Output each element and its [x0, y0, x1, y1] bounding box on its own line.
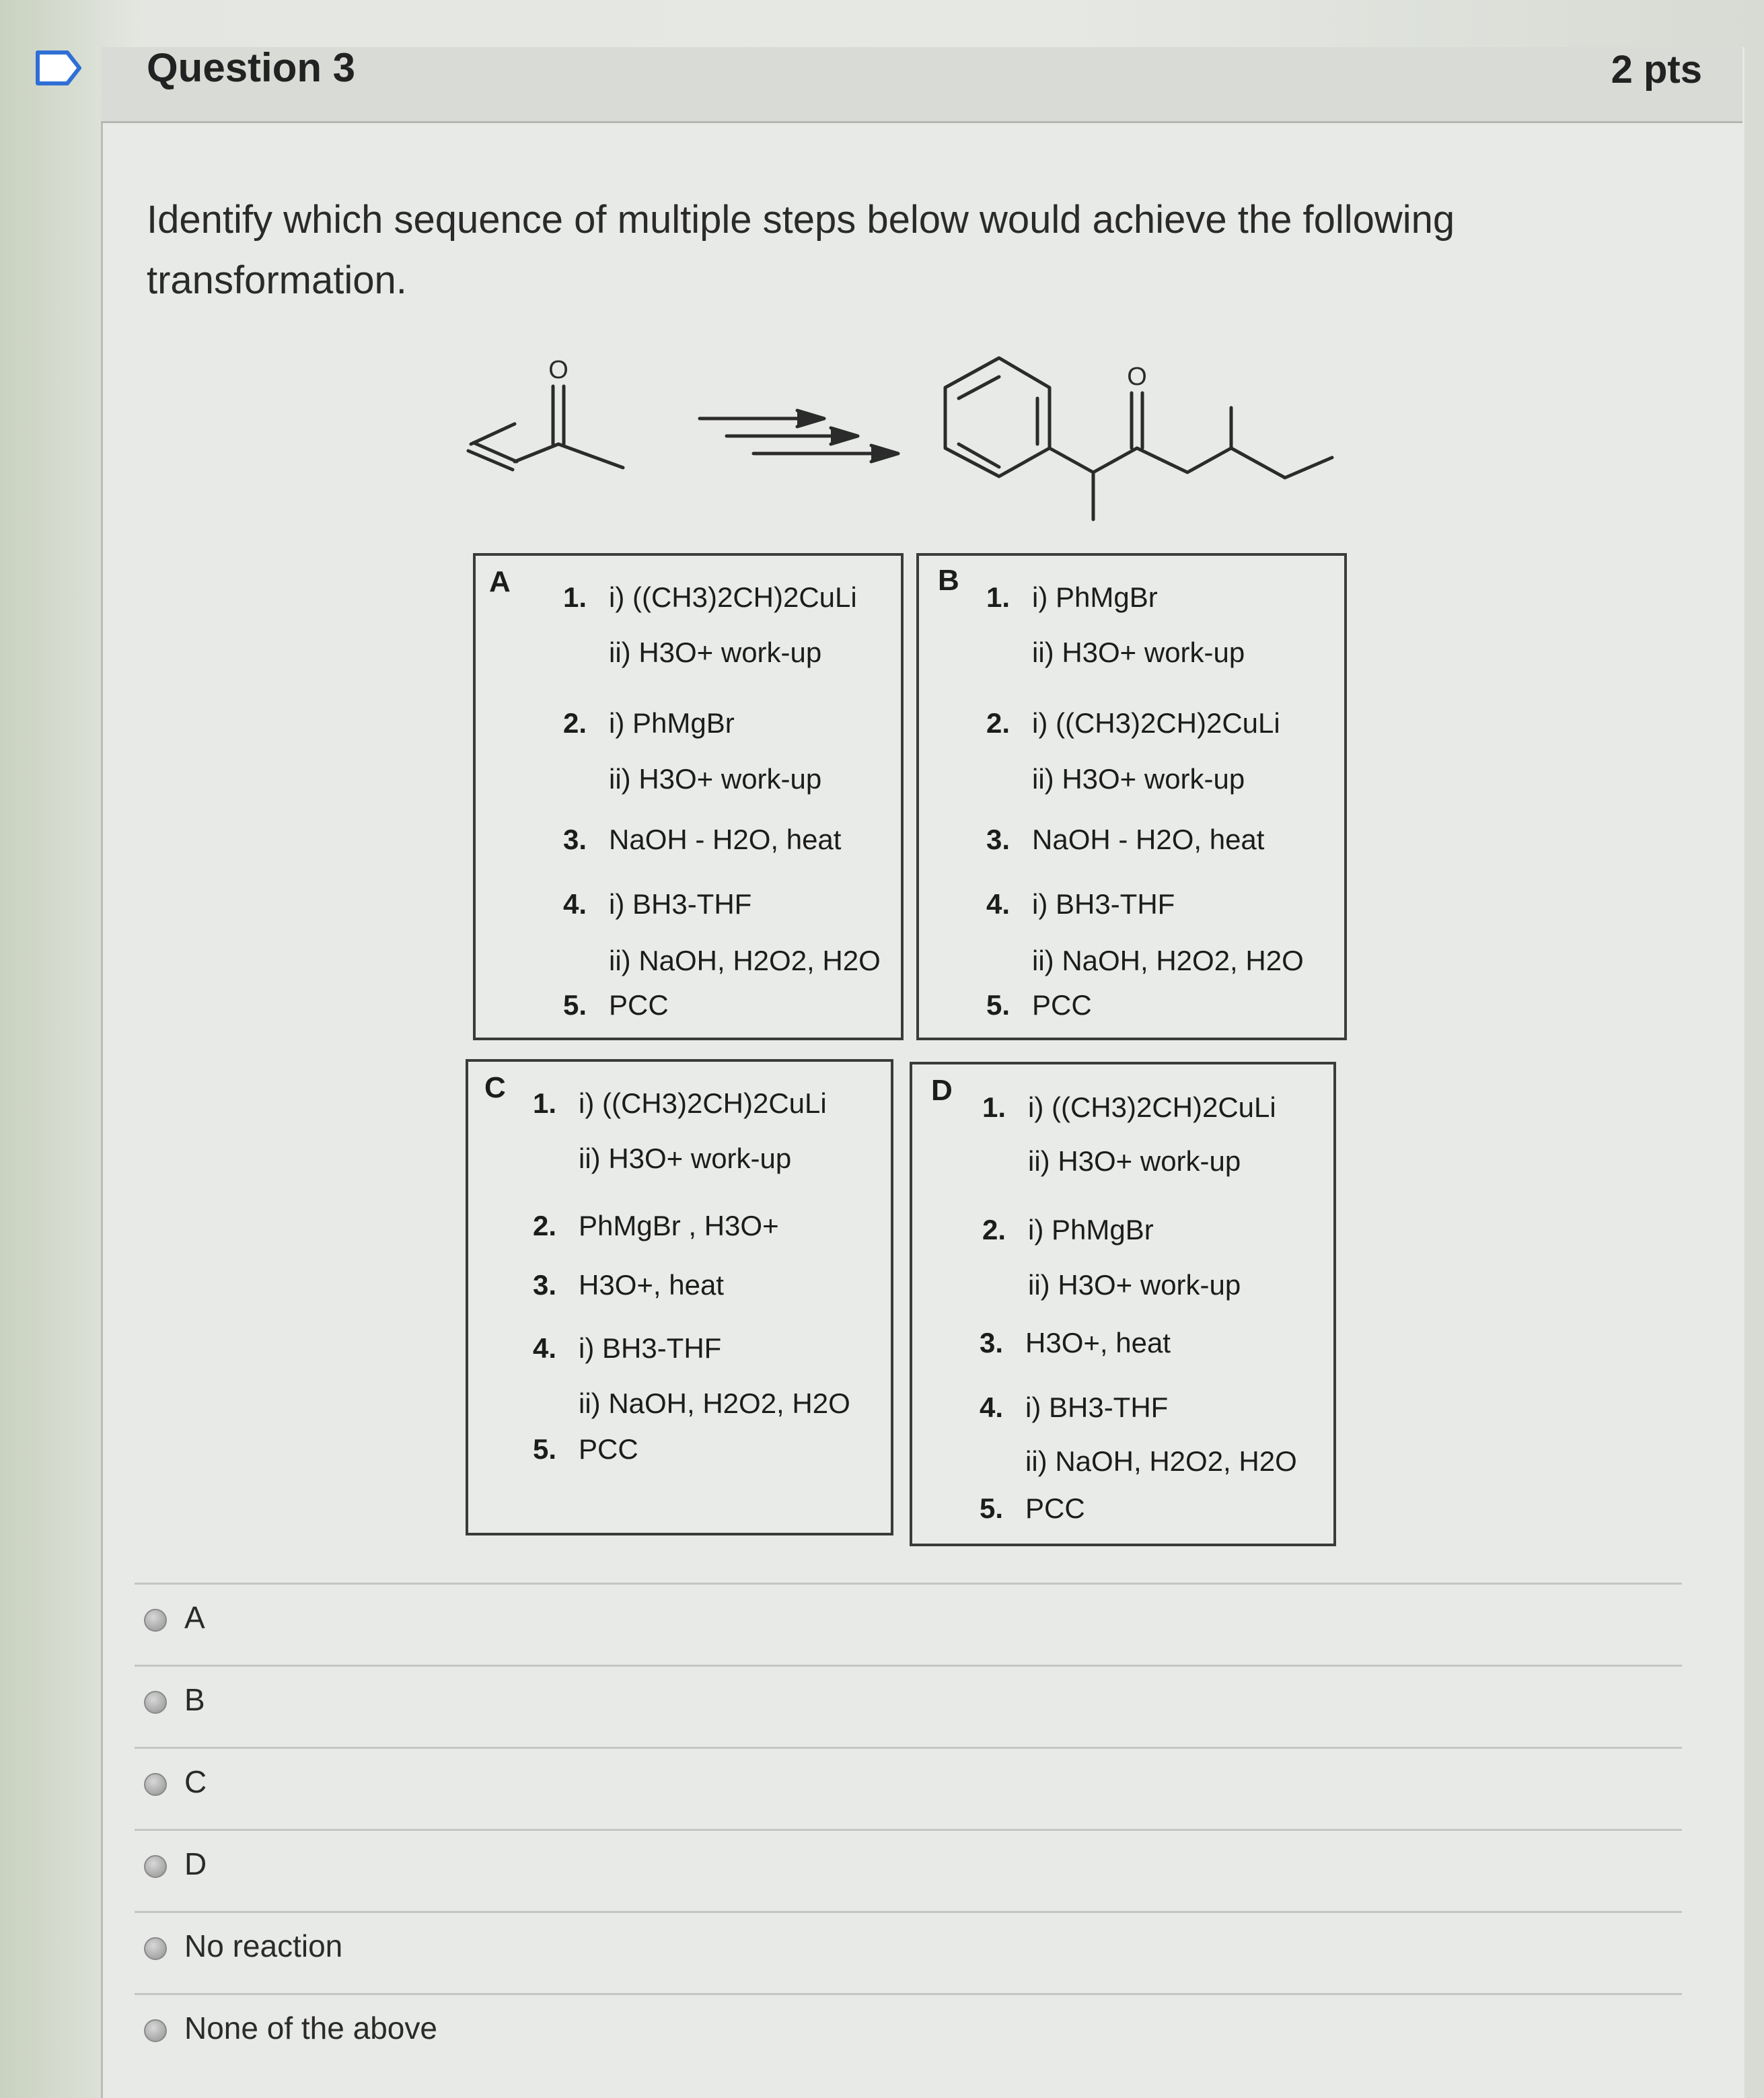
option-c-step-1: 1. i) ((CH3)2CH)2CuLi [533, 1087, 827, 1119]
option-b-step-4: 4. i) BH3-THF [986, 888, 1175, 920]
option-d-step-2-sub: ii) H3O+ work-up [1028, 1269, 1241, 1301]
question-prompt: Identify which sequence of multiple steps below would achieve the following transformation. [147, 198, 1455, 302]
option-b-step-5: 5. PCC [986, 989, 1092, 1021]
option-a-step-4: 4. i) BH3-THF [563, 888, 752, 920]
option-b-step-1-sub: ii) H3O+ work-up [1032, 637, 1245, 668]
reactant-double-bond-a [468, 451, 513, 470]
answer-label[interactable]: No reaction [184, 1928, 343, 1963]
radio-unselected-icon[interactable] [144, 1937, 167, 1960]
option-d-step-3: 3. H3O+, heat [980, 1327, 1171, 1359]
option-a-step-3: 3. NaOH - H2O, heat [563, 824, 842, 855]
option-d-label: D [931, 1074, 953, 1107]
option-a-step-2-sub: ii) H3O+ work-up [609, 763, 822, 795]
option-d-step-4-sub: ii) NaOH, H2O2, H2O [1025, 1445, 1297, 1477]
answer-label[interactable]: D [184, 1846, 207, 1881]
product-oxygen-label: O [1127, 363, 1147, 391]
option-b-step-2-sub: ii) H3O+ work-up [1032, 763, 1245, 795]
option-c-step-3: 3. H3O+, heat [533, 1269, 724, 1301]
option-a-box [473, 553, 904, 1040]
option-b-label: B [938, 564, 959, 597]
bookmark-flag-icon[interactable] [35, 50, 82, 86]
option-c-step-1-sub: ii) H3O+ work-up [579, 1143, 792, 1174]
question-title: Question 3 [147, 45, 356, 90]
option-c-step-4-sub: ii) NaOH, H2O2, H2O [579, 1387, 850, 1419]
answer-label[interactable]: A [184, 1600, 205, 1635]
option-b-step-3: 3. NaOH - H2O, heat [986, 824, 1265, 855]
answer-choice-a[interactable] [135, 1583, 1682, 1667]
benzene-ring [945, 358, 1050, 476]
answer-choice-c[interactable] [135, 1747, 1682, 1831]
option-b-step-1: 1. i) PhMgBr [986, 581, 1158, 613]
reactant-oxygen-label: O [548, 356, 568, 384]
radio-unselected-icon[interactable] [144, 1609, 167, 1632]
question-points: 2 pts [1611, 48, 1702, 92]
option-d-step-1-sub: ii) H3O+ work-up [1028, 1145, 1241, 1177]
option-d-step-5: 5. PCC [980, 1492, 1085, 1524]
option-c-label: C [484, 1071, 506, 1104]
option-a-step-1-sub: ii) H3O+ work-up [609, 637, 822, 668]
option-d-step-4: 4. i) BH3-THF [980, 1391, 1169, 1423]
option-a-step-1: 1. i) ((CH3)2CH)2CuLi [563, 581, 857, 613]
option-c-step-4: 4. i) BH3-THF [533, 1332, 722, 1364]
option-d-step-1: 1. i) ((CH3)2CH)2CuLi [982, 1091, 1276, 1123]
option-c-box [466, 1059, 893, 1535]
answer-choice-d[interactable] [135, 1829, 1682, 1913]
option-a-step-4-sub: ii) NaOH, H2O2, H2O [609, 945, 881, 976]
radio-unselected-icon[interactable] [144, 1691, 167, 1714]
answer-choice-b[interactable] [135, 1665, 1682, 1749]
radio-unselected-icon[interactable] [144, 1773, 167, 1796]
answer-label[interactable]: B [184, 1682, 205, 1717]
radio-unselected-icon[interactable] [144, 1855, 167, 1878]
option-a-label: A [489, 565, 511, 598]
answer-label[interactable]: C [184, 1764, 207, 1799]
option-d-step-2: 2. i) PhMgBr [982, 1214, 1154, 1245]
option-b-step-4-sub: ii) NaOH, H2O2, H2O [1032, 945, 1304, 976]
option-a-step-2: 2. i) PhMgBr [563, 707, 735, 739]
option-b-box [916, 553, 1347, 1040]
option-b-step-2: 2. i) ((CH3)2CH)2CuLi [986, 707, 1280, 739]
option-c-step-5: 5. PCC [533, 1433, 638, 1465]
answer-label[interactable]: None of the above [184, 2011, 437, 2046]
option-d-box [910, 1062, 1336, 1546]
option-c-step-2: 2. PhMgBr , H3O+ [533, 1210, 779, 1241]
reactant-chain [515, 444, 623, 468]
radio-unselected-icon[interactable] [144, 2019, 167, 2042]
option-a-step-5: 5. PCC [563, 989, 669, 1021]
reaction-scheme [457, 343, 1386, 538]
reactant-bond [471, 424, 515, 444]
answer-choice-none-of-the-above[interactable] [135, 1993, 1682, 2096]
answer-choice-no-reaction[interactable] [135, 1911, 1682, 1995]
